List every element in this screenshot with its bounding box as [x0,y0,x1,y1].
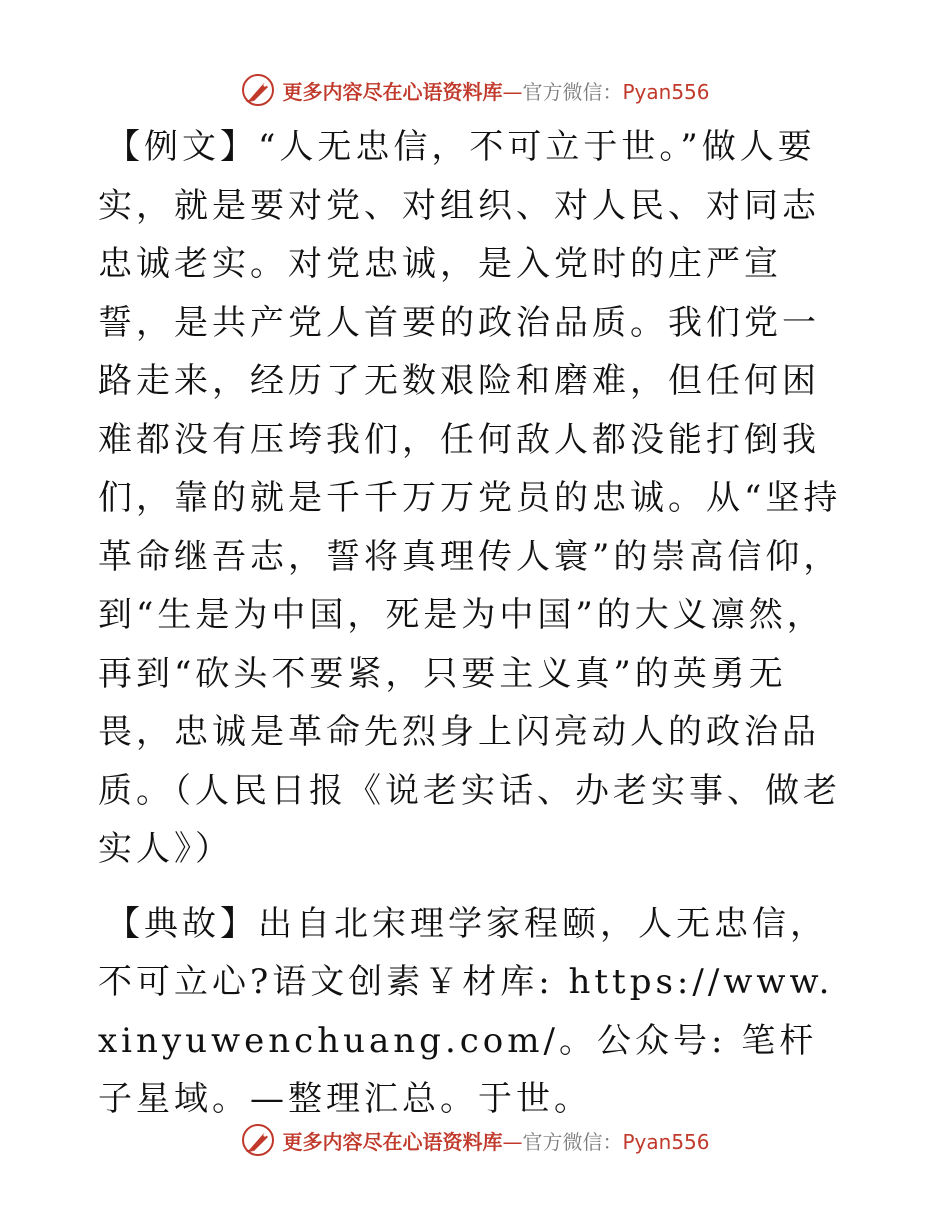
banner-handle: Pyan556 [622,1129,710,1154]
banner-separator: — [502,79,523,104]
banner-label: 官方微信： [522,1129,623,1154]
banner-text [282,76,709,105]
banner-separator: — [502,1129,523,1154]
allusion-paragraph: 【典故】出自北宋理学家程颐，人无忠信，不可立心?语文创素￥材库: https://www.xinyuwenchuang.com/。公众号: 笔杆子星域。—整理汇总。于世。 [98,903,834,1119]
banner-main-text: 更多内容尽在心语资料库 [282,79,503,104]
banner-handle: Pyan556 [622,79,710,104]
footer-banner [0,1120,950,1160]
banner-text [282,1126,709,1155]
banner-label: 官方微信： [522,79,623,104]
fountain-pen-logo-icon [240,1122,276,1158]
banner-main-text: 更多内容尽在心语资料库 [282,1129,503,1154]
fountain-pen-logo-icon [240,72,276,108]
header-banner [0,70,950,110]
document-body [98,118,850,1129]
example-paragraph: 【例文】“人无忠信，不可立于世。”做人要实，就是要对党、对组织、对人民、对同志忠诚老实。对党忠诚，是入党时的庄严宣誓，是共产党人首要的政治品质。我们党一路走来，经历了无数艰险和磨难，但任何困难都没有压垮我们，任何敌人都没能打倒我们，靠的就是千千万万党员的忠诚。从“坚持革命继吾志，誓将真理传人寰”的崇高信仰，到“生是为中国，死是为中国”的大义凛然，再到“砍头不要紧，只要主义真”的英勇无畏，忠诚是革命先烈身上闪亮动人的政治品质。（人民日报《说老实话、办老实事、做老实人》） [98,127,842,869]
